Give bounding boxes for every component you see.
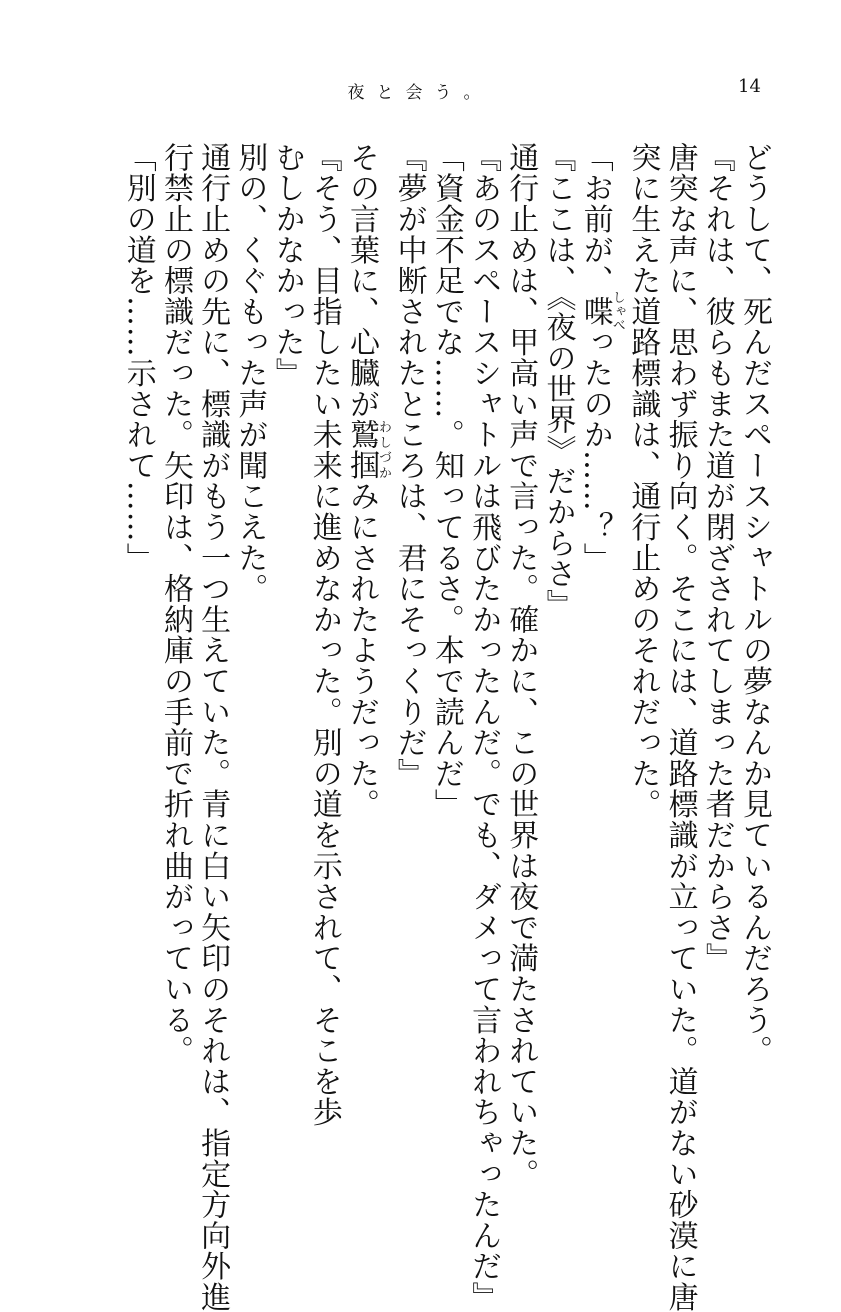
furigana: わしづか (375, 419, 391, 481)
text-line: 「別の道を……示されて……」 (120, 142, 156, 574)
text-line: 『夢が中断されたところは、君にそっくりだ』 (391, 142, 427, 789)
text-line: 通行止めの先に、標識がもう一つ生えていた。青に白い矢印のそれは、指定方向外進 (195, 142, 231, 1312)
text-line: 『それは、彼らもまた道が閉ざされてしまった者だからさ』 (699, 142, 735, 974)
text-line: 「お前が、喋しゃべったのか……？」 (577, 142, 625, 574)
text-line: 「資金不足でな……。知ってるさ。本で読んだ」 (428, 142, 464, 820)
text-line: 『ここは、《夜の世界》だからさ』 (540, 142, 576, 620)
text-line: 『あのスペースシャトルは飛びたかったんだ。でも、ダメって言われちゃったんだ』 (466, 142, 502, 1312)
text-line: 唐突な声に、思わず振り向く。そこには、道路標識が立っていた。道がない砂漠に唐 (662, 142, 698, 1312)
text-line: 『そう、目指したい未来に進めなかった。別の道を示されて、そこを歩むしかなかった』 (269, 142, 342, 1128)
ruby-word: 鷲掴わしづか (343, 419, 391, 481)
body-text (53, 142, 773, 1312)
text-line: 通行止めは、甲高い声で言った。確かに、この世界は夜で満たされていた。 (503, 142, 539, 1190)
text-line: 行禁止の標識だった。矢印は、格納庫の手前で折れ曲がっている。 (157, 142, 193, 1066)
furigana: しゃべ (609, 290, 625, 333)
text-line: 別の、くぐもった声が聞こえた。 (232, 142, 268, 604)
running-title: 夜と会う。 (347, 83, 493, 103)
ruby-word: 喋しゃべ (577, 290, 625, 333)
text-line: どうして、死んだスペースシャトルの夢なんか見ているんだろう。 (737, 142, 772, 1066)
text-line: その言葉に、心臓が鷲掴わしづかみにされたようだった。 (343, 142, 391, 820)
page-number: 14 (738, 76, 761, 97)
text-line: 突に生えた道路標識は、通行止めのそれだった。 (625, 142, 661, 820)
